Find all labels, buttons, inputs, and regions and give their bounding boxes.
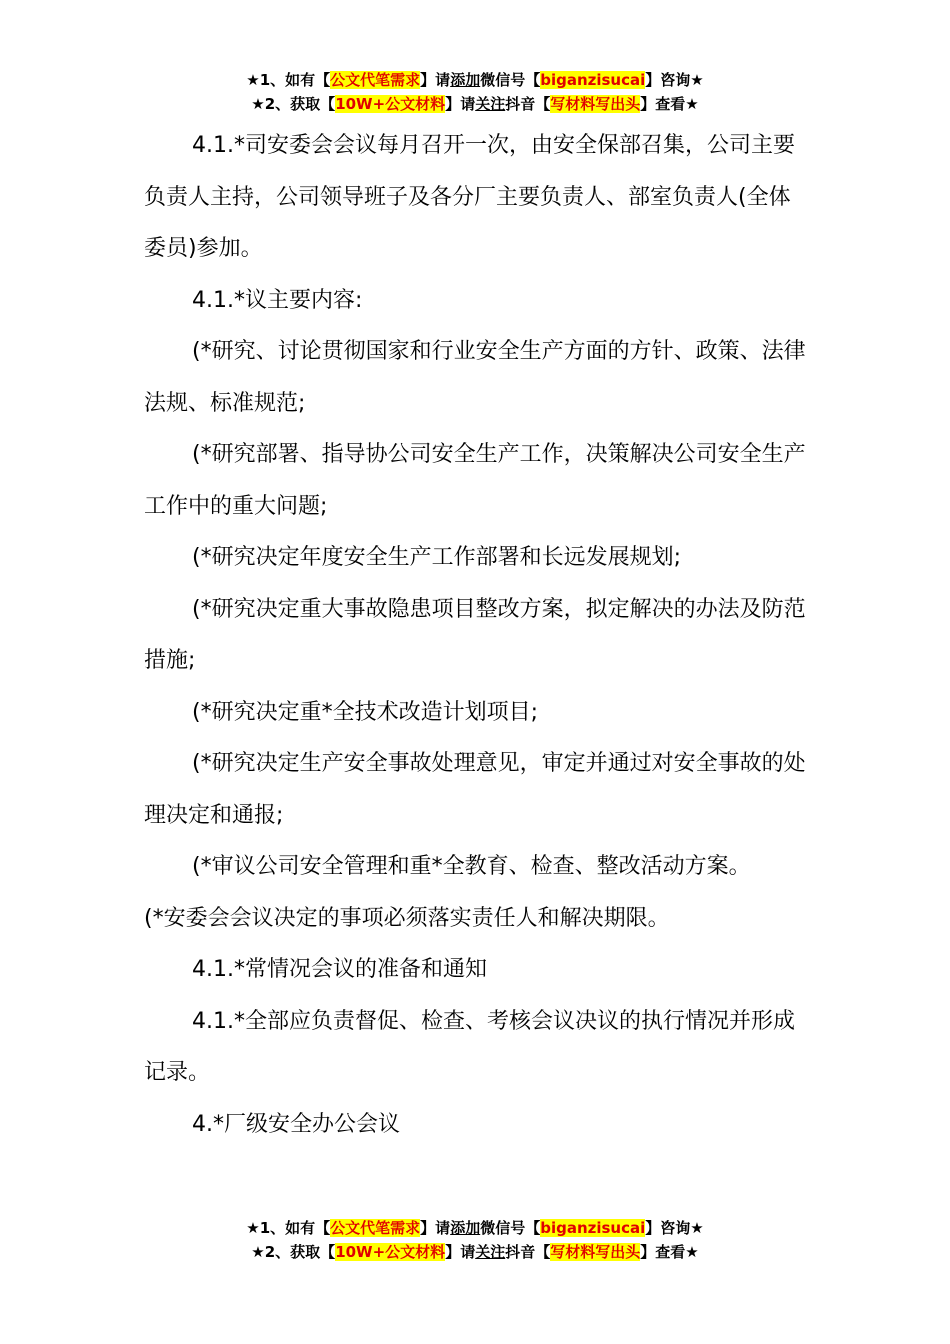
- banner-text: 】请: [420, 1219, 451, 1237]
- banner-highlight: biganzisucai: [540, 71, 646, 89]
- banner-highlight: 10W+公文材料: [335, 1243, 446, 1261]
- banner-line-1: [0, 1216, 950, 1240]
- banner-highlight: 公文代笔需求: [330, 71, 421, 89]
- banner-highlight: biganzisucai: [540, 1219, 646, 1237]
- banner-underlined: 关注: [475, 1243, 506, 1261]
- banner-text: ★2、获取【: [251, 1243, 336, 1261]
- header-banner: [0, 68, 950, 116]
- banner-text: ★1、如有【: [246, 1219, 331, 1237]
- banner-underlined: 添加: [450, 71, 481, 89]
- banner-highlight: 10W+公文材料: [335, 95, 446, 113]
- footer-banner: [0, 1216, 950, 1264]
- banner-highlight: 写材料写出头: [550, 95, 641, 113]
- paragraph: (*研究决定年度安全生产工作部署和长远发展规划;: [192, 545, 681, 570]
- paragraph: (*研究决定生产安全事故处理意见，审定并通过对安全事故的处理决定和通报;: [144, 751, 806, 828]
- paragraph: 4.1.*议主要内容:: [192, 287, 363, 313]
- banner-text: 抖音【: [505, 95, 551, 113]
- paragraph: 4.*厂级安全办公会议: [192, 1111, 400, 1137]
- banner-line-2: [0, 92, 950, 116]
- paragraph: (*研究决定重*全技术改造计划项目;: [192, 699, 538, 725]
- banner-text: 】咨询★: [645, 1219, 704, 1237]
- banner-text: 抖音【: [505, 1243, 551, 1261]
- banner-text: 】请: [420, 71, 451, 89]
- banner-text: 微信号【: [480, 71, 541, 89]
- banner-highlight: 公文代笔需求: [330, 1219, 421, 1237]
- paragraph: 4.1.*司安委会会议每月召开一次，由安全保部召集，公司主要负责人主持，公司领导班子及各分厂主要负责人、部室负责人(全体委员)参加。: [144, 133, 795, 261]
- banner-underlined: 添加: [450, 1219, 481, 1237]
- paragraph: (*安委会会议决定的事项必须落实责任人和解决期限。: [144, 905, 670, 931]
- paragraph: (*研究部署、指导协公司安全生产工作，决策解决公司安全生产工作中的重大问题;: [144, 442, 806, 519]
- paragraph: 4.1.*常情况会议的准备和通知: [192, 957, 487, 982]
- banner-text: 】咨询★: [645, 71, 704, 89]
- paragraph: (*审议公司安全管理和重*全教育、检查、整改活动方案。: [192, 854, 751, 879]
- banner-text: ★1、如有【: [246, 71, 331, 89]
- paragraph: (*研究决定重大事故隐患项目整改方案，拟定解决的办法及防范措施;: [144, 596, 806, 673]
- banner-text: 微信号【: [480, 1219, 541, 1237]
- banner-text: 】请: [445, 95, 476, 113]
- banner-text: 】查看★: [640, 95, 699, 113]
- banner-underlined: 关注: [475, 95, 506, 113]
- banner-text: 】查看★: [640, 1243, 699, 1261]
- banner-highlight: 写材料写出头: [550, 1243, 641, 1261]
- paragraph: (*研究、讨论贯彻国家和行业安全生产方面的方针、政策、法律法规、标准规范;: [144, 339, 806, 416]
- banner-line-1: [0, 68, 950, 92]
- banner-line-2: [0, 1240, 950, 1264]
- paragraph: 4.1.*全部应负责督促、检查、考核会议决议的执行情况并形成记录。: [144, 1008, 795, 1085]
- banner-text: ★2、获取【: [251, 95, 336, 113]
- banner-text: 】请: [445, 1243, 476, 1261]
- document-body: [144, 120, 806, 1150]
